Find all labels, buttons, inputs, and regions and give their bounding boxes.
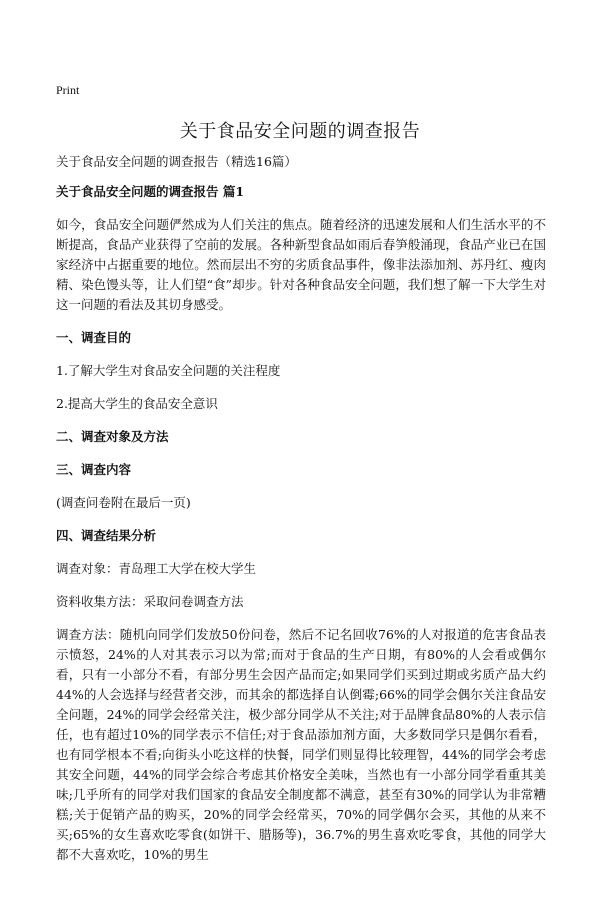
document-body bbox=[56, 152, 546, 865]
heading-content: 三、调查内容 bbox=[56, 462, 132, 477]
goal-item-2: 2.提高大学生的食品安全意识 bbox=[56, 396, 218, 411]
heading-results: 四、调查结果分析 bbox=[56, 528, 157, 543]
questionnaire-note: (调查问卷附在最后一页) bbox=[56, 495, 191, 510]
heading-purpose: 一、调查目的 bbox=[56, 330, 132, 345]
survey-method-paragraph: 调查方法：随机向同学们发放50份问卷，然后不记名回收76%的人对报道的危害食品表示愤怒，24%的人对其表示习以为常;而对于食品的生产日期，有80%的人会看或偶尔看，只有一小部分不看，有部分男生会因产品而定;如果同学们买到过期或劣质产品大约44%的人会选择与经营者交涉，而其余的都选择自认倒霉;66%的同学会偶尔关注食品安全问题，24%的同学会经常关注，极少部分同学从不关注;对于品牌食品80%的人表示信任，也有超过10%的同学表示不信任;对于食品添加剂方面，大多数同学只是偶尔看看，也有同学根本不看;向街头小吃这样的快餐，同学们则显得比较理智，44%的同学会考虑其安全问题，44%的同学会综合考虑其价格安全美味，当然也有一小部分同学看重其美味;几乎所有的同学对我们国家的食品安全制度都不满意，甚至有30%的同学认为非常糟糕;关于促销产品的购买，20%的同学会经常买，70%的同学偶尔会买，其他的从来不买;65%的女生喜欢吃零食(如饼干、腊肠等)，36.7%的男生喜欢吃零食，其他的同学大都不大喜欢吃，10%的男生 bbox=[56, 627, 546, 862]
section-title: 关于食品安全问题的调查报告 篇1 bbox=[56, 184, 245, 199]
print-label: Print bbox=[56, 83, 80, 97]
document-subtitle: 关于食品安全问题的调查报告（精选16篇） bbox=[56, 154, 297, 169]
heading-subjects-methods: 二、调查对象及方法 bbox=[56, 429, 169, 444]
page-title: 关于食品安全问题的调查报告 bbox=[179, 121, 421, 142]
survey-subject: 调查对象：青岛理工大学在校大学生 bbox=[56, 561, 257, 576]
data-collection-method: 资料收集方法：采取问卷调查方法 bbox=[56, 594, 244, 609]
intro-paragraph: 如今，食品安全问题俨然成为人们关注的焦点。随着经济的迅速发展和人们生活水平的不断提高，食品产业获得了空前的发展。各种新型食品如雨后春笋般涌现，食品产业已在国家经济中占据重要的地位。然而层出不穷的劣质食品事件，像非法添加剂、苏丹红、瘦肉精、染色馒头等，让人们望“食”却步。针对各种食品安全问题，我们想了解一下大学生对这一问题的看法及其切身感受。 bbox=[56, 217, 546, 312]
goal-item-1: 1.了解大学生对食品安全问题的关注程度 bbox=[56, 363, 281, 378]
